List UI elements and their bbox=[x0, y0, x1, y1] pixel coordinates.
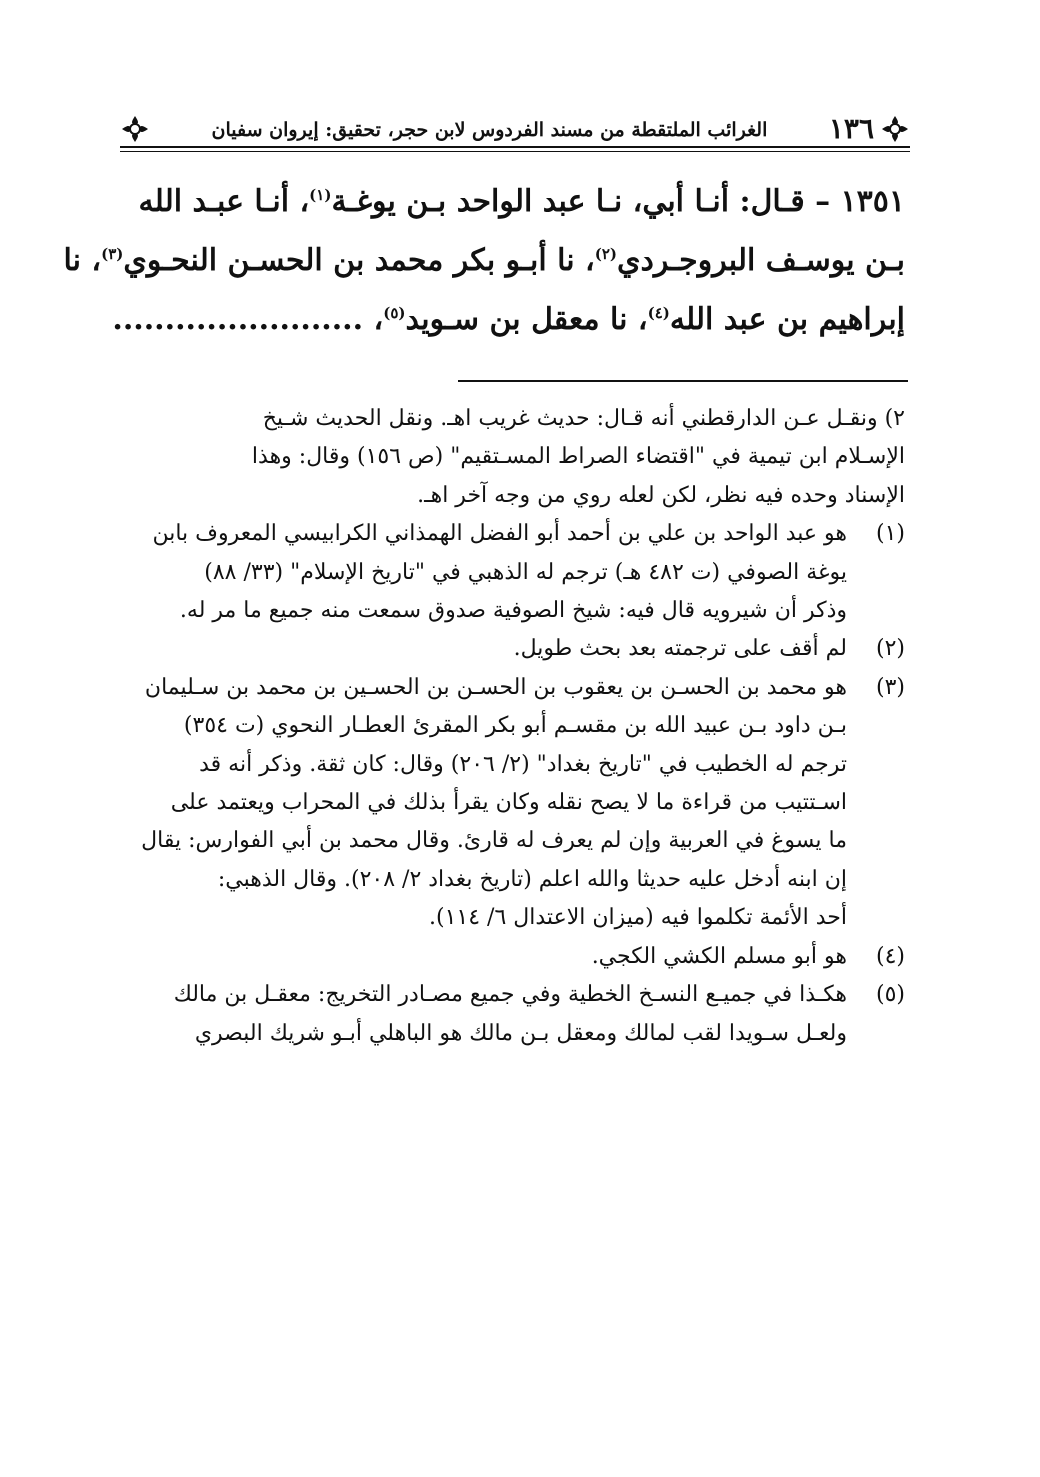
footnote-ref[interactable]: (٢) bbox=[594, 245, 617, 263]
footnote-line: هو عبد الواحد بن علي بن أحمد أبو الفضل الهمذاني الكرابيسي المعروف بابن bbox=[152, 521, 847, 547]
footnote-line: ٢) ونقـل عـن الدارقطني أنه قـال: حديث غريب اهـ. ونقل الحديث شـيخ bbox=[262, 406, 905, 431]
header-title: الغرائب الملتقطة من مسند الفردوس لابن حجر، تحقيق: إيروان سفيان bbox=[211, 119, 768, 141]
footnote-line: ترجم له الخطيب في "تاريخ بغداد" (٢/ ٢٠٦) وقال: كان ثقة. وذكر أنه قد bbox=[199, 751, 847, 777]
main-text-line: إبراهيم بن عبد الله$^{(٤)}$، نا معقل بن سـويد$^{(٥)}$، ........................ bbox=[112, 302, 905, 337]
main-text bbox=[63, 172, 905, 349]
header-rule bbox=[120, 146, 910, 148]
footnote-line: لم أقف على ترجمته بعد بحث طويل. bbox=[513, 636, 847, 662]
footnote-item bbox=[130, 669, 905, 938]
footnote-number: (٣) bbox=[875, 674, 905, 700]
footnote-separator bbox=[458, 380, 908, 382]
footnote-ref[interactable]: (٤) bbox=[647, 304, 670, 322]
page-number: ١٣٦ bbox=[828, 112, 874, 145]
footnote-line: هكـذا في جميـع النسـخ الخطية وفي جميع مصـادر التخريج: معقـل بن مالك bbox=[173, 982, 847, 1008]
footnote-number: (٤) bbox=[875, 943, 905, 969]
footnote-line: اسـتتيب من قراءة ما لا يصح نقله وكان يقرأ بذلك في المحراب ويعتمد على bbox=[170, 790, 847, 816]
footnote-line: إن ابنه أدخل عليه حديثا والله اعلم (تاريخ بغداد ٢/ ٢٠٨). وقال الذهبي: bbox=[217, 866, 847, 892]
footnote-line: هو محمد بن الحسـن بن يعقوب بن الحسـن بن الحسـين بن محمد بن سـليمان bbox=[144, 674, 847, 700]
main-text-line: بـن يوسـف البروجـردي$^{(٢)}$، نا أبـو بكر محمد بن الحسـن النحـوي$^{(٣)}$، نا bbox=[63, 243, 905, 278]
footnote-ref[interactable]: (٥) bbox=[383, 304, 406, 322]
footnote-ref[interactable]: (١) bbox=[309, 186, 332, 204]
footnotes bbox=[130, 400, 905, 1053]
footnote-item bbox=[130, 630, 905, 668]
footnote-number: (٢) bbox=[875, 636, 905, 662]
footnote-item bbox=[130, 976, 905, 1053]
running-header bbox=[120, 98, 910, 144]
footnote-line: وذكر أن شيرويه قال فيه: شيخ الصوفية صدوق سمعت منه جميع ما مر له. bbox=[179, 598, 847, 624]
header-right-group bbox=[829, 114, 910, 144]
header-rule-thin bbox=[120, 151, 910, 152]
floral-ornament-icon bbox=[880, 114, 910, 144]
footnote-line: أحد الأئمة تكلموا فيه (ميزان الاعتدال ٦/ ١١٤). bbox=[429, 905, 847, 931]
footnote-number: (٥) bbox=[875, 982, 905, 1008]
footnote-item bbox=[130, 938, 905, 976]
footnote-line: الإسناد وحده فيه نظر، لكن لعله روي من وجه آخر اهـ. bbox=[417, 482, 905, 508]
footnote-number: (١) bbox=[875, 521, 905, 547]
footnote-line: ما يسوغ في العربية وإن لم يعرف له قارئ. وقال محمد بن أبي الفوارس: يقال bbox=[141, 828, 847, 854]
footnote-line: هو أبو مسلم الكشي الكجي. bbox=[591, 943, 847, 969]
footnote-ref[interactable]: (٣) bbox=[101, 245, 124, 263]
floral-ornament-icon bbox=[120, 114, 150, 144]
footnote-line: ولعـل سـويدا لقب لمالك ومعقل بـن مالك هو الباهلي أبـو شريك البصري bbox=[194, 1020, 847, 1046]
footnote-continuation bbox=[130, 400, 905, 515]
footnote-item bbox=[130, 515, 905, 630]
footnote-line: يوغة الصوفي (ت ٤٨٢ هـ) ترجم له الذهبي في "تاريخ الإسلام" (٣٣/ ٨٨) bbox=[204, 559, 847, 585]
footnote-line: بـن داود بـن عبيد الله بن مقسـم أبو بكر المقرئ العطـار النحوي (ت ٣٥٤) bbox=[183, 713, 847, 739]
footnote-line: الإسـلام ابن تيمية في "اقتضاء الصراط المسـتقيم" (ص ١٥٦) وقال: وهذا bbox=[251, 444, 905, 470]
main-text-line: ١٣٥١ – قـال: أنـا أبي، نـا عبد الواحد بـن يوغـة$^{(١)}$، أنـا عبـد الله bbox=[138, 184, 905, 219]
